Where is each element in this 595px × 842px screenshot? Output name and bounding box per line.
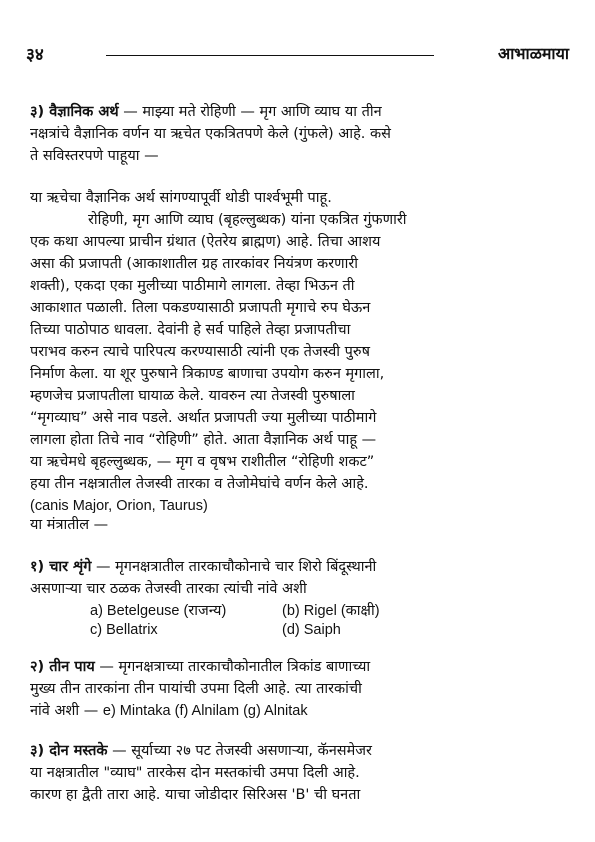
page-number: ३४: [26, 45, 44, 65]
running-title: आभाळमाया: [497, 44, 569, 63]
item-3-text: — सूर्याच्या २७ पट तेजस्वी असणाऱ्या, कॅनसमेजर: [107, 743, 372, 759]
body-line-3: एक कथा आपल्या प्राचीन ग्रंथात (ऐतरेय ब्राह्मण) आहे. तिचा आशय: [30, 234, 381, 250]
body-line-16: या मंत्रातील —: [30, 517, 109, 533]
body-line-10: म्हणजेच प्रजापतीला घायाळ केले. यावरुन त्या तेजस्वी पुरुषाला: [30, 388, 355, 404]
section-3-line-1: [30, 102, 382, 122]
body-line-14: हया तीन नक्षत्रातील तेजस्वी तारका व तेजोमेघांचे वर्णन केले आहे.: [30, 476, 369, 492]
item-2-text: — मृगनक्षत्राच्या तारकाचौकोनातील त्रिकांड बाणाच्या: [94, 659, 371, 675]
item-2-line-3-text: नांवे अशी —: [30, 703, 103, 719]
body-line-12: लागला होता तिचे नाव “रोहिणी” होते. आता वैज्ञानिक अर्थ पाहू —: [30, 432, 377, 448]
constellation-names: (canis Major, Orion, Taurus): [30, 498, 208, 514]
item-1-line-1: [30, 557, 376, 577]
body-line-2: रोहिणी, मृग आणि व्याघ (बृहल्लुब्धक) यांना एकत्रित गुंफणारी: [88, 212, 407, 228]
section-3-heading: ३) वैज्ञानिक अर्थ: [30, 104, 119, 120]
body-line-7: तिच्या पाठोपाठ धावला. देवांनी हे सर्व पाहिले तेव्हा प्रजापतीचा: [30, 322, 351, 338]
body-line-9: निर्माण केला. या शूर पुरुषाने त्रिकाण्ड बाणाचा उपयोग करुन मृगाला,: [30, 366, 385, 382]
item-2-line-3: [30, 701, 308, 721]
item-2-line-1: [30, 657, 370, 677]
section-3-text: — माझ्या मते रोहिणी — मृग आणि व्याघ या तीन: [118, 104, 382, 120]
star-b: (b) Rigel (काक्षी): [282, 603, 380, 619]
item-3-heading: ३) दोन मस्तके: [30, 743, 108, 759]
page-header: [26, 42, 569, 66]
body-line-1: या ऋचेचा वैज्ञानिक अर्थ सांगण्यापूर्वी थोडी पार्श्वभूमी पाहू.: [30, 190, 332, 206]
body-line-6: आकाशात पळाली. तिला पकडण्यासाठी प्रजापती मृगाचे रुप घेऊन: [30, 300, 371, 316]
star-d: (d) Saiph: [282, 622, 341, 638]
item-3-line-3: कारण हा द्वैती तारा आहे. याचा जोडीदार सिरिअस 'B' ची घनता: [30, 787, 361, 803]
star-a: a) Betelgeuse (राजन्य): [90, 603, 227, 619]
item-2-heading: २) तीन पाय: [30, 659, 95, 675]
belt-star-names: e) Mintaka (f) Alnilam (g) Alnitak: [102, 703, 308, 719]
body-line-5: शक्ती), एकदा एका मुलीच्या पाठीमागे लागला. तेव्हा भिऊन ती: [30, 278, 355, 294]
body-line-4: असा की प्रजापती (आकाशातील ग्रह तारकांवर नियंत्रण करणारी: [30, 256, 359, 272]
item-3-line-1: [30, 741, 372, 761]
body-line-13: या ऋचेमधे बृहल्लुब्धक, — मृग व वृषभ राशीतील “रोहिणी शकट”: [30, 454, 375, 470]
section-3-line-3: ते सविस्तरपणे पाहूया —: [30, 148, 159, 164]
header-rule: [106, 55, 434, 56]
star-c: c) Bellatrix: [90, 622, 158, 638]
item-1-line-2: असणाऱ्या चार ठळक तेजस्वी तारका त्यांची नांवे अशी: [30, 581, 307, 597]
body-line-11: “मृगव्याघ” असे नाव पडले. अर्थात प्रजापती ज्या मुलीच्या पाठीमागे: [30, 410, 377, 426]
item-2-line-2: मुख्य तीन तारकांना तीन पायांची उपमा दिली आहे. त्या तारकांची: [30, 681, 362, 697]
body-line-8: पराभव करुन त्याचे पारिपत्य करण्यासाठी त्यांनी एक तेजस्वी पुरुष: [30, 344, 370, 360]
item-1-text: — मृगनक्षत्रातील तारकाचौकोनाचे चार शिरो बिंदूस्थानी: [91, 559, 377, 575]
item-3-line-2: या नक्षत्रातील "व्याघ" तारकेस दोन मस्तकांची उमपा दिली आहे.: [30, 765, 360, 781]
section-3-line-2: नक्षत्रांचे वैज्ञानिक वर्णन या ऋचेत एकत्रितपणे केले (गुंफले) आहे. कसे: [30, 126, 391, 142]
item-1-heading: १) चार शृंगे: [30, 559, 92, 575]
